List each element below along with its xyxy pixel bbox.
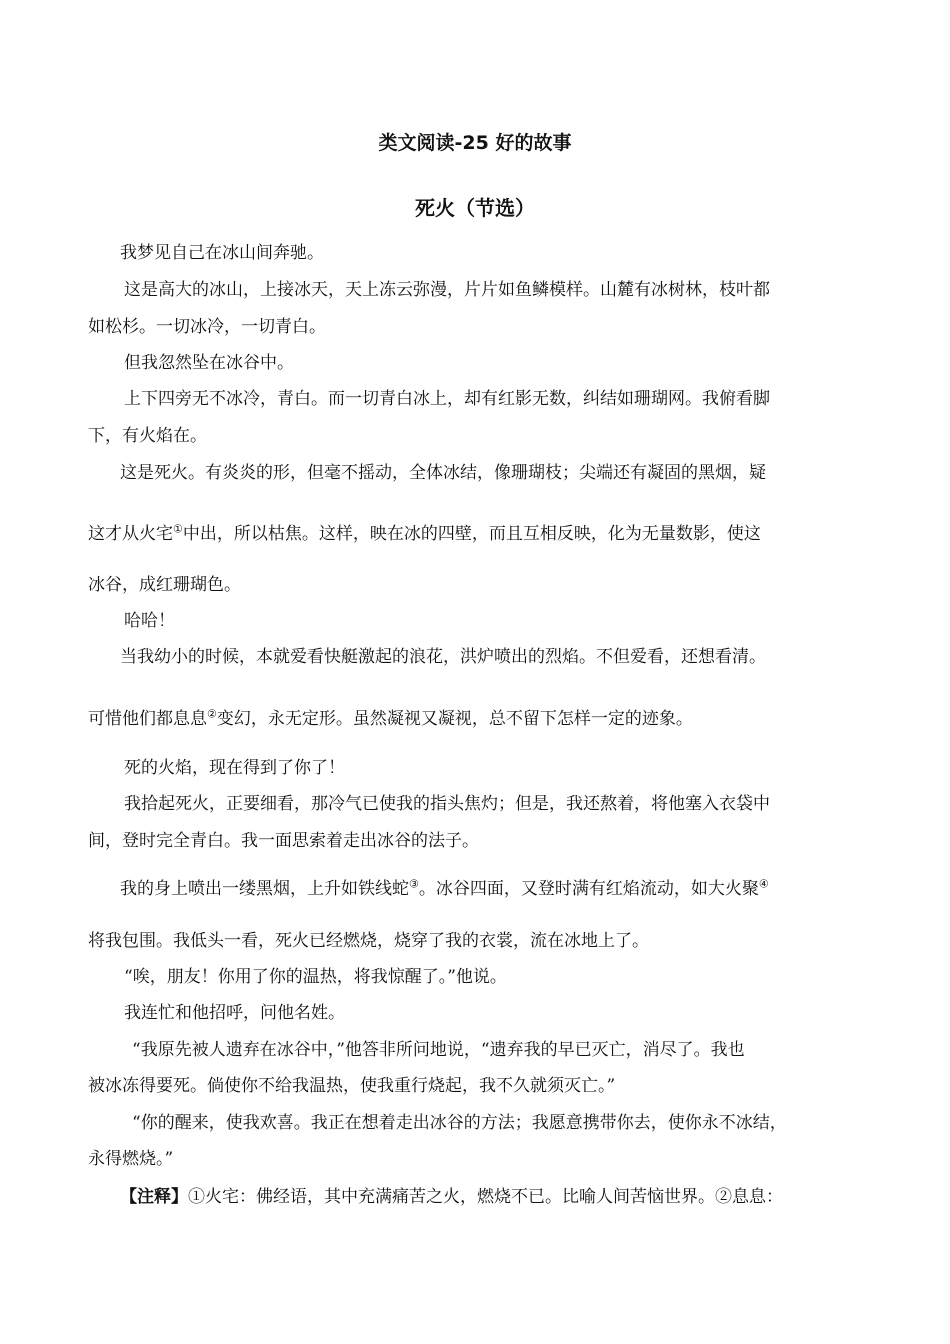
paragraph-line: 死的火焰，现在得到了你了！ xyxy=(124,758,345,778)
paragraph-line xyxy=(88,708,693,730)
paragraph-line: 下，有火焰在。 xyxy=(88,426,207,446)
paragraph-line: “唉，朋友！你用了你的温热，将我惊醒了。”他说。 xyxy=(124,967,507,987)
annotation-note xyxy=(120,1186,783,1208)
footnote-mark: ② xyxy=(207,707,217,721)
paragraph-line: 永得燃烧。” xyxy=(88,1149,174,1169)
text-segment: 中出，所以枯焦。这样，映在冰的四壁，而且互相反映，化为无量数影，使这 xyxy=(182,524,761,544)
paragraph-line xyxy=(88,523,761,545)
footnote-mark: ④ xyxy=(758,877,769,891)
note-text: ①火宅：佛经语，其中充满痛苦之火，燃烧不已。比喻人间苦恼世界。②息息： xyxy=(188,1187,783,1207)
footnote-mark: ③ xyxy=(409,877,419,891)
text-segment: 可惜他们都息息 xyxy=(88,709,207,729)
paragraph-line: 哈哈！ xyxy=(124,611,175,631)
paragraph-line: 如松杉。一切冰冷，一切青白。 xyxy=(88,317,326,337)
text-segment: 这才从火宅 xyxy=(88,524,173,544)
paragraph-line: 但我忽然坠在冰谷中。 xyxy=(124,353,294,373)
paragraph-line xyxy=(120,878,769,900)
paragraph-line: “我原先被人遗弃在冰谷中，”他答非所问地说，“遗弃我的早已灭亡，消尽了。我也 xyxy=(132,1040,745,1060)
note-label: 【注释】 xyxy=(120,1187,188,1207)
paragraph-line: 将我包围。我低头一看，死火已经燃烧，烧穿了我的衣裳，流在冰地上了。 xyxy=(88,931,649,951)
paragraph-line: 我拾起死火，正要细看，那冷气已使我的指头焦灼；但是，我还熬着，将他塞入衣袋中 xyxy=(124,794,770,814)
paragraph-line: “你的醒来，使我欢喜。我正在想着走出冰谷的方法；我愿意携带你去，使你永不冰结， xyxy=(132,1113,787,1133)
article-subtitle: 死火（节选） xyxy=(415,196,535,220)
paragraph-line: 我连忙和他招呼，问他名姓。 xyxy=(124,1003,345,1023)
paragraph-line: 这是高大的冰山，上接冰天，天上冻云弥漫，片片如鱼鳞模样。山麓有冰树林，枝叶都 xyxy=(124,280,770,300)
paragraph-line: 冰谷，成红珊瑚色。 xyxy=(88,575,241,595)
paragraph-line: 这是死火。有炎炎的形，但毫不摇动，全体冰结，像珊瑚枝；尖端还有凝固的黑烟，疑 xyxy=(120,463,766,483)
paragraph-line: 我梦见自己在冰山间奔驰。 xyxy=(120,243,324,263)
paragraph-line: 间，登时完全青白。我一面思索着走出冰谷的法子。 xyxy=(88,831,479,851)
text-segment: 。冰谷四面，又登时满有红焰流动，如大火聚 xyxy=(418,879,759,899)
text-segment: 我的身上喷出一缕黑烟，上升如铁线蛇 xyxy=(120,879,409,899)
text-segment: 变幻，永无定形。虽然凝视又凝视，总不留下怎样一定的迹象。 xyxy=(216,709,693,729)
paragraph-line: 当我幼小的时候，本就爱看快艇激起的浪花，洪炉喷出的烈焰。不但爱看，还想看清。 xyxy=(120,647,766,667)
paragraph-line: 被冰冻得要死。倘使你不给我温热，使我重行烧起，我不久就须灭亡。” xyxy=(88,1076,616,1096)
paragraph-line: 上下四旁无不冰冷，青白。而一切青白冰上，却有红影无数，纠结如珊瑚网。我俯看脚 xyxy=(124,389,770,409)
footnote-mark: ① xyxy=(173,522,183,536)
page-title: 类文阅读-25 好的故事 xyxy=(378,132,572,154)
